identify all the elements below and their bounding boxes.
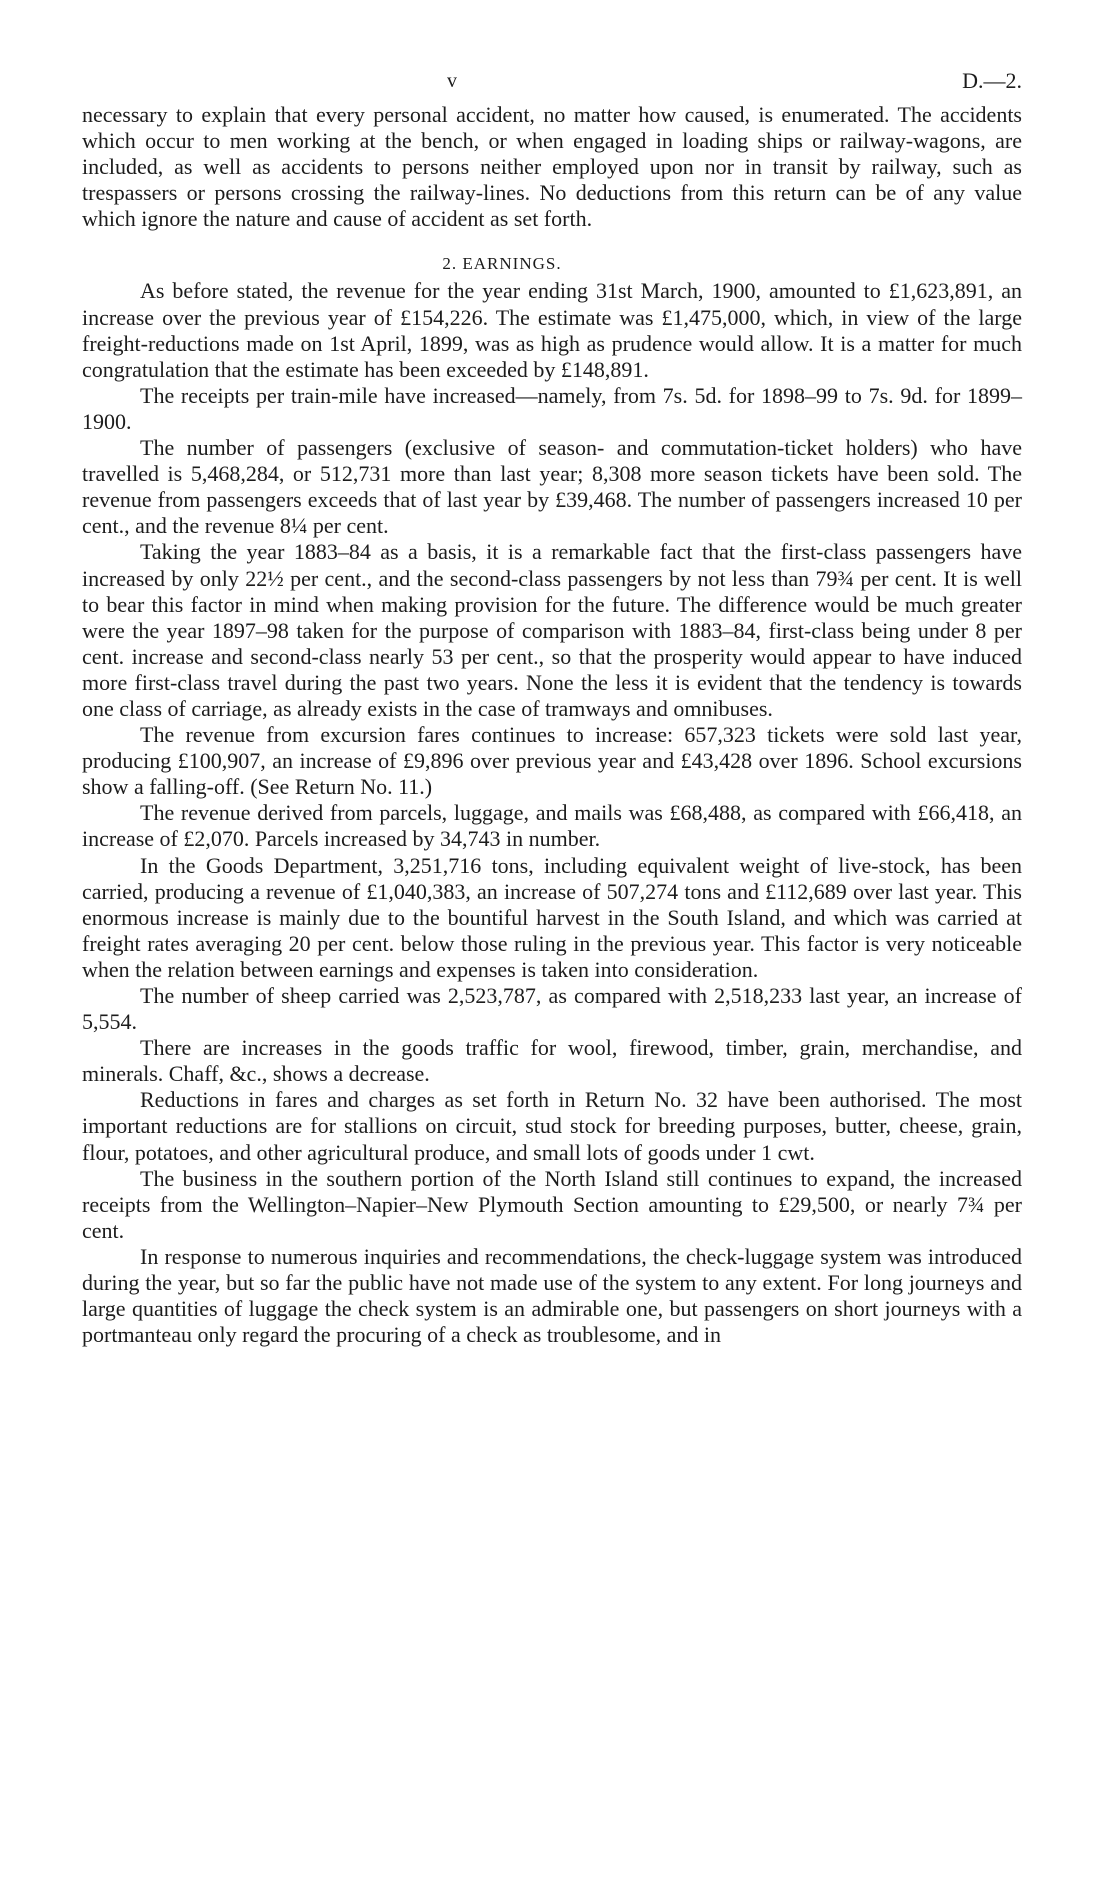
section-heading: 2. EARNINGS. [442,254,562,274]
body-paragraph: As before stated, the revenue for the year ending 31st March, 1900, amounted to £1,623,891, an increase over the previous year of £154,226. The estimate was £1,475,000, which, in view of the large freight-reductions made on 1st April, 1899, was as high as prudence would allow. It is a matter for much congratulation that the estimate has been exceeded by £148,891. [82,278,1022,382]
page-number: v [447,70,457,92]
document-reference: D.—2. [962,68,1022,93]
body-paragraph: In the Goods Department, 3,251,716 tons, including equivalent weight of live-stock, has been carried, producing a revenue of £1,040,383, an increase of 507,274 tons and £112,689 over last year. This enormous increase is mainly due to the bountiful harvest in the South Island, and which was carried at freight rates averaging 20 per cent. below those ruling in the previous year. This factor is very noticeable when the relation between earnings and expenses is taken into consideration. [82,852,1022,982]
body-paragraph: In response to numerous inquiries and recommendations, the check-luggage system was introduced during the year, but so far the public have not made use of the system to any extent. For long journeys and large quantities of luggage the check system is an admirable one, but passengers on short journeys with a portmanteau only regard the procuring of a check as troublesome, and in [82,1243,1022,1348]
body-paragraph: There are increases in the goods traffic for wool, firewood, timber, grain, merchandise, and minerals. Chaff, &c., shows a decrease. [82,1035,1022,1087]
body-paragraph: The number of sheep carried was 2,523,787, as compared with 2,518,233 last year, an increase of 5,554. [82,983,1022,1035]
page-header [82,60,1022,102]
document-page [82,60,1022,1348]
body-paragraph: The revenue from excursion fares continues to increase: 657,323 tickets were sold last year, producing £100,907, an increase of £9,896 over previous year and £43,428 over 1896. School excursions show a falling-off. (See Return No. 11.) [82,722,1022,800]
intro-paragraph: necessary to explain that every personal accident, no matter how caused, is enumerated. The accidents which occur to men working at the bench, or when engaged in loading ships or railway-wagons, are included, as well as accidents to persons neither employed upon nor in transit by railway, such as trespassers or persons crossing the railway-lines. No deductions from this return can be of any value which ignore the nature and cause of accident as set forth. [82,102,1022,232]
body-paragraph: The receipts per train-mile have increased—namely, from 7s. 5d. for 1898–99 to 7s. 9d. for 1899–1900. [82,382,1022,434]
body-paragraph: The business in the southern portion of the North Island still continues to expand, the increased receipts from the Wellington–Napier–New Plymouth Section amounting to £29,500, or nearly 7¾ per cent. [82,1165,1022,1243]
body-paragraph: Reductions in fares and charges as set forth in Return No. 32 have been authorised. The most important reductions are for stallions on circuit, stud stock for breeding purposes, butter, cheese, grain, flour, potatoes, and other agricultural produce, and small lots of goods under 1 cwt. [82,1087,1022,1165]
body-paragraph: The revenue derived from parcels, luggage, and mails was £68,488, as compared with £66,418, an increase of £2,070. Parcels increased by 34,743 in number. [82,800,1022,852]
body-paragraph: The number of passengers (exclusive of season- and commutation-ticket holders) who have travelled is 5,468,284, or 512,731 more than last year; 8,308 more season tickets have been sold. The revenue from passengers exceeds that of last year by £39,468. The number of passengers increased 10 per cent., and the revenue 8¼ per cent. [82,435,1022,539]
body-paragraph: Taking the year 1883–84 as a basis, it is a remarkable fact that the first-class passengers have increased by only 22½ per cent., and the second-class passengers by not less than 79¾ per cent. It is well to bear this factor in mind when making provision for the future. The difference would be much greater were the year 1897–98 taken for the purpose of comparison with 1883–84, first-class being under 8 per cent. increase and second-class nearly 53 per cent., so that the prosperity would appear to have induced more first-class travel during the past two years. None the less it is evident that the tendency is towards one class of carriage, as already exists in the case of tramways and omnibuses. [82,539,1022,721]
